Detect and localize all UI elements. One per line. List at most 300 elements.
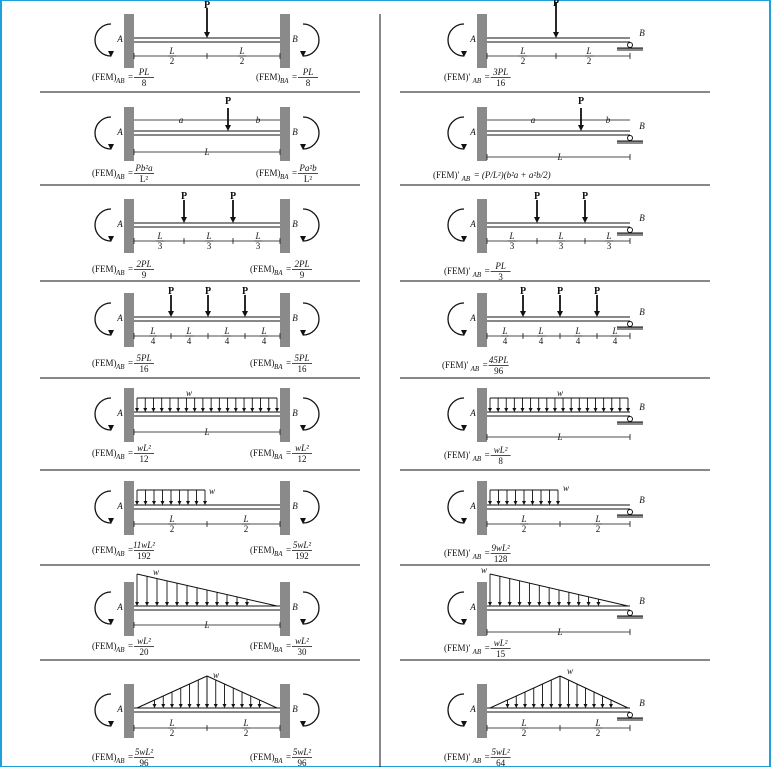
arrow-head [135,602,139,606]
fixed-support [124,199,134,253]
load-w: w [556,388,564,398]
pin [628,713,633,718]
arrow-head [514,704,518,708]
case-row-14 [448,565,645,637]
fem-numerator: wL² [493,638,508,648]
arrow-head [498,602,502,606]
fem-numerator: 5wL² [292,540,312,550]
arrow-head [537,408,541,412]
fixed-support [280,293,290,347]
arrow-head [522,501,526,505]
fem-denominator: 12 [139,454,149,464]
span-denominator: 4 [612,336,618,346]
fem-denominator: 96 [494,366,504,376]
dim-b-label: b [255,115,261,125]
equals-sign: = [484,266,490,276]
fem-expression [250,636,312,657]
arrow-head [592,704,596,708]
fem-expression [92,353,154,374]
node-b: B [292,219,298,229]
case-row-10 [448,388,645,442]
arrow-head [259,408,263,412]
fem-numerator: wL² [137,443,151,453]
fem-prefix: (FEM) [250,641,275,651]
node-b: B [639,402,645,412]
arrow-head [195,501,199,505]
arrow-head [184,408,188,412]
fem-denominator: 8 [305,78,311,88]
node-b: B [639,596,645,606]
fem-denominator: L² [139,174,149,184]
case-row-9 [95,388,319,442]
fem-expression [250,259,312,280]
fem-numerator: 11wL² [132,540,156,550]
dim-b-label: b [605,115,611,125]
node-a: A [117,704,123,714]
fem-formula: = (P/L²)(b²a + a²b/2) [473,170,551,180]
case-row-1 [95,0,319,68]
fixed-support [280,582,290,636]
arrow-head [497,501,501,505]
fixed-support [280,684,290,738]
fem-expression [92,163,154,184]
arrow-head [488,501,492,505]
fixed-support [477,582,487,636]
fem-subscript: AB [116,646,125,654]
fem-subscript: AB [472,553,482,561]
fem-numerator: 5PL [294,353,310,363]
span-denominator: 2 [521,524,527,534]
load-w: w [562,483,570,493]
fixed-support [124,107,134,161]
fem-prefix: (FEM)' [444,266,471,276]
fem-expression [444,638,511,659]
fem-prefix: (FEM) [250,448,275,458]
arrow-head [539,501,543,505]
fixed-support [124,481,134,535]
arrow-head [160,408,164,412]
fem-numerator: PL [495,261,506,271]
arrow-head [152,501,156,505]
span-length: L [606,231,612,241]
fem-denominator: 12 [297,454,307,464]
fem-numerator: wL² [493,445,508,455]
arrow-head [204,32,210,38]
span-length: L [169,46,175,56]
arrow-head [587,602,591,606]
fixed-support [280,481,290,535]
node-a: A [117,501,123,511]
arrow-head [196,704,200,708]
span-denominator: 4 [261,336,267,346]
arrow-head [585,408,589,412]
span-length: L [558,231,564,241]
arrow-head [520,311,526,317]
fem-numerator: 5PL [136,353,152,363]
equals-sign: = [128,752,134,762]
load-p: P [229,191,237,202]
arrow-head [567,602,571,606]
span-denominator: 2 [243,728,249,738]
arrow-head [496,408,500,412]
arrow-head [523,704,527,708]
span-denominator: 2 [169,728,175,738]
arrow-head [225,125,231,131]
arrow-head [505,501,509,505]
case-row-2 [448,0,645,68]
roller-support [617,713,643,722]
arrow-head [541,704,545,708]
arrow-head [245,602,249,606]
arrow-head [176,408,180,412]
fem-denominator: 16 [496,78,506,88]
span-denominator: 2 [243,524,249,534]
arrow-head [135,501,139,505]
fem-expression [92,67,154,88]
fem-prefix: (FEM)' [442,360,469,370]
arrow-head [205,311,211,317]
arrow-head [267,408,271,412]
span-denominator: 3 [206,241,212,251]
node-b: B [292,704,298,714]
arrow-head [250,408,254,412]
span-length: L [204,147,210,157]
fem-denominator: 30 [297,647,307,657]
span-denominator: 3 [606,241,612,251]
equals-sign: = [484,548,490,558]
fem-subscript: AB [472,271,482,279]
fem-expression [92,259,154,280]
fixed-support [124,293,134,347]
arrow-head [626,408,630,412]
arrow-head [217,408,221,412]
fem-subscript: BA [274,550,283,558]
span-length: L [239,46,245,56]
fixed-support [124,582,134,636]
node-b: B [639,213,645,223]
node-b: B [292,34,298,44]
fem-denominator: 96 [139,758,149,767]
node-a: A [117,127,123,137]
roller-support [617,510,643,519]
arrow-head [178,501,182,505]
arrow-head [188,704,192,708]
span-length: L [557,152,563,162]
arrow-head [529,408,533,412]
span-denominator: 2 [169,56,175,66]
span-length: L [204,427,210,437]
fem-prefix: (FEM) [92,72,117,82]
fixed-support [477,481,487,535]
span-length: L [557,627,563,637]
equals-sign: = [286,264,292,274]
fem-expression [92,747,154,767]
arrow-head [558,704,562,708]
arrow-head [506,704,510,708]
fem-subscript: BA [274,363,283,371]
equals-sign: = [484,450,490,460]
fem-subscript: AB [472,757,482,765]
arrow-head [275,408,279,412]
arrow-head [569,408,573,412]
span-length: L [557,432,563,442]
pin [628,322,633,327]
fem-denominator: 8 [141,78,147,88]
dim-a-label: a [178,115,184,125]
fem-denominator: 9 [299,270,305,280]
span-length: L [595,718,601,728]
fem-denominator: 128 [493,554,508,564]
arrow-head [596,602,600,606]
fem-numerator: 45PL [488,355,509,365]
node-a: A [470,602,476,612]
arrow-head [610,408,614,412]
equals-sign: = [128,264,134,274]
arrow-head [168,408,172,412]
span-length: L [521,514,527,524]
fem-prefix: (FEM) [92,641,117,651]
arrow-head [153,704,157,708]
span-length: L [186,326,192,336]
node-a: A [470,34,476,44]
arrow-head [549,704,553,708]
arrow-head [532,704,536,708]
equals-sign: = [128,72,134,82]
fem-prefix: (FEM) [92,358,117,368]
fixed-support [280,107,290,161]
fem-subscript: AB [116,77,125,85]
load-p: P [533,191,541,202]
fem-expression [444,445,511,466]
fem-expression [444,543,511,564]
fem-expression [256,67,318,88]
equals-sign: = [484,752,490,762]
node-b: B [639,28,645,38]
case-row-3 [95,96,319,161]
fem-subscript: AB [116,550,125,558]
equals-sign: = [292,72,298,82]
arrow-head [534,217,540,223]
arrow-head [602,408,606,412]
node-a: A [470,501,476,511]
fem-subscript: AB [116,173,125,181]
case-row-7 [95,286,319,347]
arrow-head [168,311,174,317]
arrow-head [514,501,518,505]
load-w: w [208,486,216,496]
arrow-head [577,408,581,412]
fem-numerator: 5wL² [134,747,154,757]
arrow-head [242,311,248,317]
span-length: L [575,326,581,336]
fixed-support [280,14,290,68]
fem-numerator: 3PL [493,67,509,77]
arrow-head [537,602,541,606]
arrow-head [488,408,492,412]
equals-sign: = [128,358,134,368]
span-length: L [243,718,249,728]
node-a: A [470,127,476,137]
arrow-head [601,704,605,708]
equals-sign: = [128,448,134,458]
fem-prefix: (FEM)' [444,752,471,762]
span-length: L [169,514,175,524]
fem-expression [256,163,318,184]
fixed-support [477,107,487,161]
span-length: L [169,718,175,728]
arrow-head [618,408,622,412]
case-row-13 [95,567,319,636]
node-a: A [117,34,123,44]
load-p: P [203,0,211,11]
arrow-head [195,602,199,606]
fem-prefix: (FEM) [92,168,117,178]
case-row-8 [448,286,645,347]
fem-subscript: AB [472,648,482,656]
equals-sign: = [286,752,292,762]
load-p: P [593,286,601,297]
fixed-support [477,388,487,442]
span-denominator: 3 [157,241,163,251]
fixed-support [280,388,290,442]
fem-prefix: (FEM) [250,264,275,274]
case-row-16 [448,666,645,738]
arrow-head [577,602,581,606]
arrow-head [594,408,598,412]
arrow-head [161,704,165,708]
node-b: B [639,698,645,708]
fem-subscript: AB [470,365,480,373]
fem-subscript: BA [274,269,283,277]
span-length: L [612,326,618,336]
arrow-head [234,408,238,412]
load-p: P [224,96,232,107]
fem-denominator: 9 [141,270,147,280]
arrow-head [594,311,600,317]
node-b: B [292,602,298,612]
fem-subscript: AB [116,269,125,277]
arrow-head [145,602,149,606]
node-a: A [470,408,476,418]
equals-sign: = [128,545,134,555]
span-denominator: 2 [595,524,601,534]
arrow-head [161,501,165,505]
node-b: B [292,313,298,323]
arrow-head [249,704,253,708]
fem-prefix: (FEM) [92,545,117,555]
span-denominator: 4 [186,336,192,346]
arrow-head [527,602,531,606]
arrow-head [567,704,571,708]
roller-support [617,136,643,145]
arrow-head [545,408,549,412]
fem-subscript: AB [472,455,482,463]
case-row-11 [95,481,319,535]
fem-prefix: (FEM) [92,264,117,274]
span-length: L [538,326,544,336]
pin [628,43,633,48]
fem-numerator: PL [302,67,314,77]
node-a: A [117,219,123,229]
node-a: A [470,704,476,714]
equals-sign: = [286,358,292,368]
span-denominator: 2 [239,56,245,66]
arrow-head [225,602,229,606]
arrow-head [185,602,189,606]
case-row-4 [448,96,645,162]
span-denominator: 3 [509,241,515,251]
fem-denominator: 96 [297,758,307,767]
load-p: P [167,286,175,297]
load-p: P [180,191,188,202]
fem-prefix: (FEM)' [444,643,471,653]
arrow-head [175,602,179,606]
arrow-head [488,602,492,606]
fem-numerator: 2PL [294,259,310,269]
fem-prefix: (FEM) [92,752,117,762]
span-denominator: 4 [150,336,156,346]
span-length: L [595,514,601,524]
arrow-head [186,501,190,505]
load-w: w [185,388,193,398]
arrow-head [215,602,219,606]
fem-prefix: (FEM)' [444,450,471,460]
fem-expression [92,540,155,561]
arrow-head [151,408,155,412]
roller-support [617,322,643,331]
fem-expression [250,747,312,767]
fem-denominator: 15 [496,649,506,659]
fem-expression [250,540,312,561]
arrow-head [205,704,209,708]
fixed-support [477,199,487,253]
roller-support [617,228,643,237]
arrow-head [205,602,209,606]
arrow-head [235,602,239,606]
arrow-head [582,217,588,223]
fem-prefix: (FEM) [250,358,275,368]
fixed-support [124,388,134,442]
load-p: P [556,286,564,297]
load-w: w [212,670,220,680]
arrow-head [155,602,159,606]
arrow-head [231,704,235,708]
load-w: w [152,567,160,577]
equals-sign: = [286,448,292,458]
arrow-head [170,704,174,708]
equals-sign: = [286,545,292,555]
fem-numerator: 9wL² [491,543,510,553]
fem-expression [250,443,312,464]
arrow-head [179,704,183,708]
arrow-head [575,704,579,708]
fem-subscript: BA [280,173,289,181]
load-p: P [241,286,249,297]
load-p: P [204,286,212,297]
fixed-support [124,14,134,68]
arrow-head [504,408,508,412]
roller-support [617,611,643,620]
fem-prefix: (FEM)' [444,72,471,82]
arrow-head [547,602,551,606]
pin [628,611,633,616]
fem-prefix: (FEM) [256,168,281,178]
arrow-head [518,602,522,606]
arrow-head [512,408,516,412]
fem-subscript: AB [116,363,125,371]
fem-expression [250,353,312,374]
fem-expression [92,636,154,657]
